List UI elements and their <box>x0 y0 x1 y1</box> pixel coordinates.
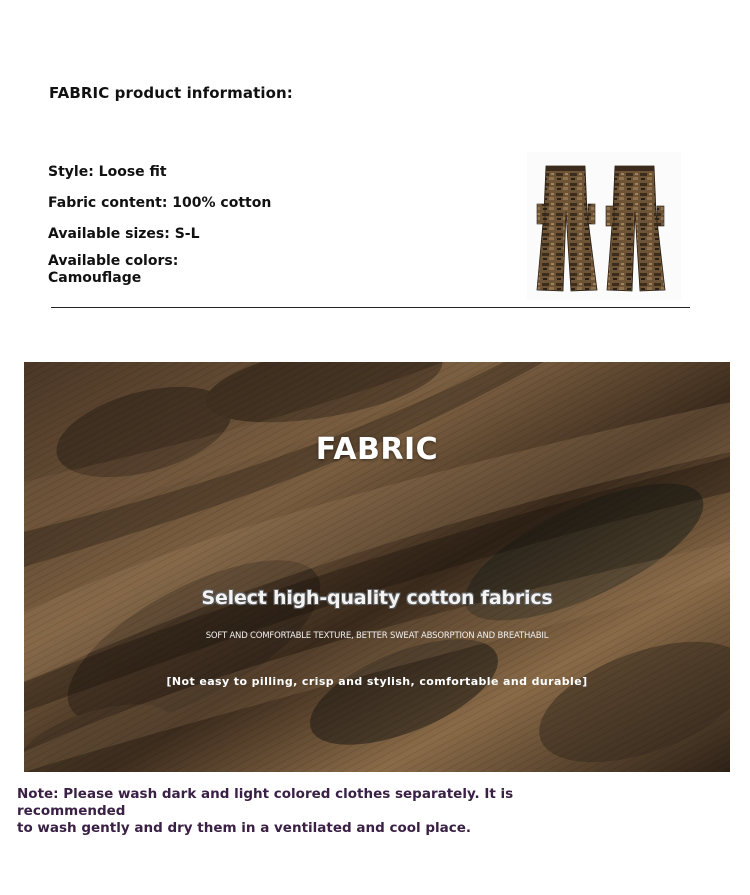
care-note-line1: Note: Please wash dark and light colored clothes separately. It is recommended <box>17 786 514 819</box>
fabric-texture-image <box>24 362 730 772</box>
care-note-line2: to wash gently and dry them in a ventilated and cool place. <box>17 820 472 836</box>
section-divider <box>51 307 690 308</box>
fabric-banner-subtitle: SOFT AND COMFORTABLE TEXTURE, BETTER SWEAT ABSORPTION AND BREATHABIL <box>205 631 549 641</box>
spec-colors-value: Camouflage <box>48 270 142 286</box>
care-note <box>17 786 617 837</box>
spec-colors <box>48 253 178 287</box>
spec-style: Style: Loose fit <box>48 164 167 180</box>
fabric-banner-title: FABRIC <box>315 432 439 467</box>
section-title: FABRIC product information: <box>49 84 293 102</box>
fabric-banner-features: [Not easy to pilling, crisp and stylish, comfortable and durable] <box>166 675 588 688</box>
spec-sizes: Available sizes: S-L <box>48 226 200 242</box>
fabric-banner-heading: Select high-quality cotton fabrics <box>201 587 553 609</box>
product-thumbnail <box>527 152 681 300</box>
spec-fabric-content: Fabric content: 100% cotton <box>48 195 272 211</box>
spec-colors-label: Available colors: <box>48 253 179 269</box>
